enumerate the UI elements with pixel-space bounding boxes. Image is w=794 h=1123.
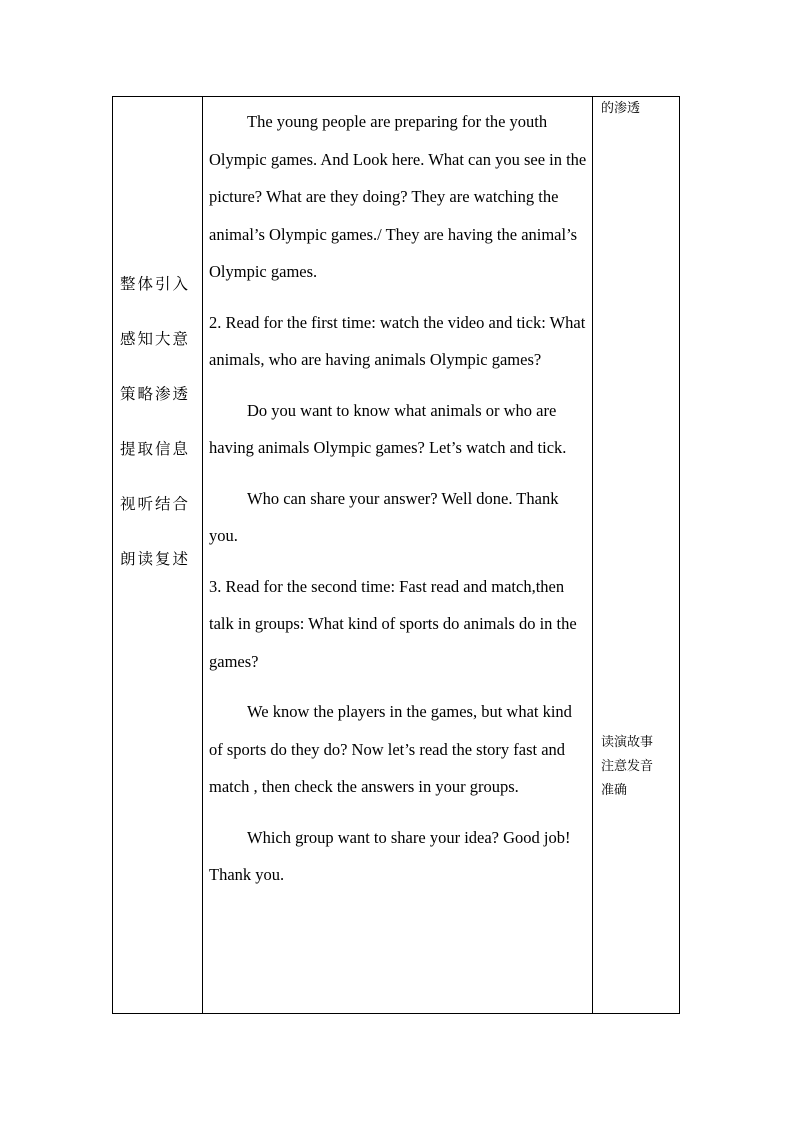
paragraph-step-3: 3. Read for the second time: Fast read and match,then talk in groups: What kind of sports do animals do in the games? bbox=[209, 576, 577, 671]
column-divider-right bbox=[592, 97, 593, 1013]
design-note-bottom bbox=[601, 731, 675, 803]
paragraph-step-3-instruction: We know the players in the games, but what kind of sports do they do? Now let’s read the story fast and match , then check the answers in your groups. bbox=[209, 702, 572, 796]
design-note-line: 注意发音 bbox=[601, 759, 654, 774]
step-label: 朗读复述 bbox=[120, 550, 191, 568]
paragraph-step-3-feedback: Which group want to share your idea? Good job! Thank you. bbox=[209, 827, 571, 884]
step-label: 感知大意 bbox=[120, 330, 191, 348]
step-label: 提取信息 bbox=[120, 440, 191, 458]
teaching-process-column bbox=[209, 103, 587, 907]
paragraph-step-2-feedback: Who can share your answer? Well done. Thank you. bbox=[209, 488, 559, 545]
column-divider-left bbox=[202, 97, 203, 1013]
design-note-line: 准确 bbox=[601, 783, 628, 798]
teaching-steps-column bbox=[120, 270, 198, 600]
paragraph-step-2-question: Do you want to know what animals or who are having animals Olympic games? Let’s watch and tick. bbox=[209, 400, 567, 457]
paragraph-intro: The young people are preparing for the youth Olympic games. And Look here. What can you see in the picture? What are they doing? They are watching the animal’s Olympic games./ They are having the animal’s Olympic games. bbox=[209, 112, 587, 281]
step-label: 视听结合 bbox=[120, 495, 191, 513]
paragraph-step-2: 2. Read for the first time: watch the video and tick: What animals, who are having animals Olympic games? bbox=[209, 312, 586, 369]
step-label: 策略渗透 bbox=[120, 385, 191, 403]
design-note-line: 读演故事 bbox=[601, 735, 654, 750]
design-note-text: 的渗透 bbox=[601, 101, 641, 116]
design-note-top bbox=[601, 97, 675, 121]
step-label: 整体引入 bbox=[120, 275, 191, 293]
